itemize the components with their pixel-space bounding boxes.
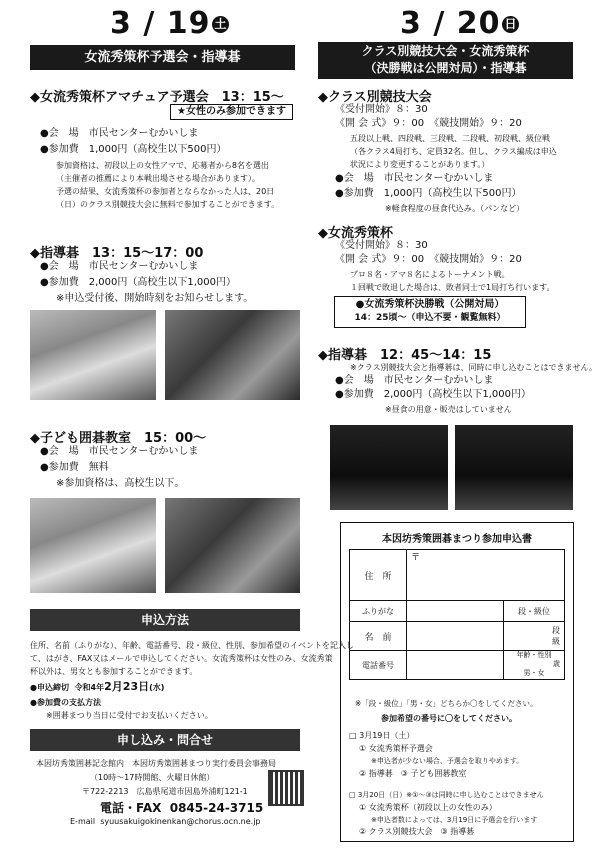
form-d2-2[interactable]: ② クラス別競技大会 ③ 指導碁 (359, 827, 475, 836)
contact-email[interactable]: E-mail syuusakuigokinenkan@chorus.ocn.ne.jp (70, 817, 261, 826)
form-d2-1-note: ※申込者数によっては、3月19日に予選会を行います (371, 816, 538, 824)
label-phone: 電話番号 (350, 651, 407, 680)
deadline: ●申込締切 令和4年2月23日(水) (30, 680, 165, 693)
photo-shidou-players (165, 310, 300, 400)
class-desc-2: （各クラス4局打ち、定員32名。但し、クラス編成は申込 (350, 147, 557, 156)
contact-band: 申し込み・問合せ (30, 729, 300, 751)
amateur-venue: ●会 場 市民センターむかいしま (40, 128, 199, 139)
kids-note: ※参加資格は、高校生以下。 (56, 478, 185, 489)
class-desc-3: 状況により変更することがあります。） (350, 160, 490, 169)
final-line-1: ●女流秀策杯決勝戦（公開対局） (355, 299, 505, 310)
age-sex-field[interactable]: 年齢・性別 歳 男・女 (504, 651, 565, 680)
label-dan: 段・級位 (504, 601, 565, 622)
apply-body-3: 杯以外は、男女とも参加することができます。 (30, 667, 198, 676)
amateur-desc-1: 参加資格は、初段以上の女性アマで、応募者から8名を選出 (56, 161, 269, 170)
class-title: ◆クラス別競技大会 (318, 90, 432, 105)
pay-label: ●参加費の支払方法 (30, 698, 101, 707)
amateur-fee: ●参加費 1,000円（高校生以下500円） (40, 144, 227, 155)
contact-hours: （10時～17時開館、火曜日休館） (90, 773, 215, 782)
shidou1-venue: ●会 場 市民センターむかいしま (40, 261, 199, 272)
application-form (340, 522, 574, 842)
amateur-desc-3: 予選の結果、女流秀策杯の参加者とならなかった人は、20日 (56, 187, 275, 196)
joryu-line-1: 《受付開始》８：30 (335, 240, 428, 251)
photo-kids-class (30, 498, 156, 593)
form-title: 本因坊秀策囲碁まつり参加申込書 (382, 534, 532, 545)
joryu-line-2: 《開 会 式》９：00 《競技開始》９：20 (335, 254, 522, 265)
final-box (334, 296, 526, 328)
contact-address: 〒722-2213 広島県尾道市因島外浦町121-1 (82, 787, 248, 796)
qr-code-icon[interactable] (270, 772, 302, 804)
apply-body-1: 住所、名前（ふりがな）、年齢、電話番号、段・級位、性別、参加希望のイベントを記入し (30, 641, 354, 650)
shidou2-note-1: ※クラス別競技大会と指導碁は、同時に申し込むことはできません。 (350, 363, 597, 372)
amateur-title: ◆女流秀策杯アマチュア予選会 13：15～ (30, 90, 284, 105)
label-address: 住 所 (350, 550, 407, 601)
photo-final-game (330, 425, 448, 510)
form-request: 参加希望の番号に〇をしてください。 (381, 714, 517, 723)
apply-body-2: て、はがき、FAX又はメールで申込してください。女流秀策杯は女性のみ、女流秀策 (30, 654, 333, 663)
shidou2-fee: ●参加費 2,000円（高校生以下1,000円） (335, 389, 531, 400)
apply-band: 申込方法 (30, 609, 300, 631)
day1-weekday-badge: 土 (214, 17, 228, 31)
address-field[interactable]: 〒 (407, 550, 565, 601)
day2-banner: クラス別競技大会・女流秀策杯 （決勝戦は公開対局）・指導碁 (318, 42, 573, 79)
photo-shidou-hall (30, 310, 156, 400)
form-d1-2[interactable]: ② 指導碁 ③ 子ども囲碁教室 (359, 769, 467, 778)
class-venue: ●会 場 市民センターむかいしま (335, 173, 494, 184)
class-line-2: 《開 会 式》９：00 《競技開始》９：20 (335, 118, 522, 129)
label-furigana: ふりがな (350, 601, 407, 622)
form-note: ※「段・級位」「男・女」どちらか〇をしてください。 (355, 699, 538, 708)
form-d1-1[interactable]: ① 女流秀策杯予選会 (359, 744, 433, 753)
shidou1-title: ◆指導碁 13：15～17：00 (30, 246, 204, 261)
photo-kids-game (165, 498, 300, 593)
day2-weekday-badge: 日 (504, 17, 518, 31)
form-d2[interactable]: □ 3月20日（日）※①～③は同時に申し込むことはできません (349, 791, 544, 799)
form-d2-1[interactable]: ① 女流秀策杯（初段以上の女性のみ） (359, 803, 497, 812)
day1-banner: 女流秀策杯予選会・指導碁 (30, 45, 295, 70)
kids-venue: ●会 場 市民センターむかいしま (40, 446, 199, 457)
day1-date: 3 / 19 土 (110, 6, 228, 41)
photo-public-game (455, 425, 573, 510)
shidou2-title: ◆指導碁 12：45～14：15 (318, 348, 492, 363)
joryu-desc-1: プロ８名・アマ８名によるトーナメント戦。 (350, 270, 510, 279)
form-d1[interactable]: □ 3月19日（土） (349, 731, 415, 740)
form-d1-1-note: ※申込者が少ない場合、予選会を取りやめます。 (371, 757, 524, 765)
label-name: 名 前 (350, 622, 407, 651)
kids-fee: ●参加費 無料 (40, 462, 109, 473)
shidou2-note-2: ※昼食の用意・販売はしていません (385, 405, 512, 414)
class-note: ※軽食程度の昼食代込み。（パンなど） (385, 204, 525, 213)
kids-title: ◆子ども囲碁教室 15：00～ (30, 431, 207, 446)
class-fee: ●参加費 1,000円（高校生以下500円） (335, 188, 522, 199)
joryu-title: ◆女流秀策杯 (318, 226, 393, 241)
furigana-field[interactable] (407, 601, 504, 622)
amateur-desc-2: （主催者の推薦により本戦出場させる場合があります）。 (56, 174, 260, 183)
final-line-2: 14：25頃～（申込不要・観覧無料） (354, 313, 506, 323)
phone-field[interactable] (407, 651, 504, 680)
class-line-1: 《受付開始》８：30 (335, 104, 428, 115)
joryu-desc-2: １回戦で敗退した場合は、敗者同士で1局打ち行います。 (350, 283, 555, 292)
contact-org: 本因坊秀策囲碁記念館内 本因坊秀策囲碁まつり実行委員会事務局 (36, 759, 276, 768)
contact-phone: 電話・FAX 0845-24-3715 (100, 801, 264, 815)
name-field[interactable] (407, 622, 504, 651)
day2-date: 3 / 20 日 (400, 6, 518, 41)
amateur-desc-4: （日）のクラス別競技大会に無料で参加することができます。 (56, 200, 280, 209)
shidou1-fee: ●参加費 2,000円（高校生以下1,000円） (40, 277, 236, 288)
pay-note: ※囲碁まつり当日に受付でお支払いください。 (46, 711, 213, 720)
form-table (349, 549, 565, 680)
class-desc-1: 五段以上戦、四段戦、三段戦、二段戦、初段戦、級位戦 (350, 134, 550, 143)
shidou1-note: ※申込受付後、開始時刻をお知らせします。 (56, 293, 254, 304)
women-only-note: ★女性のみ参加できます (170, 104, 293, 120)
dan-field[interactable]: 段 級 (504, 622, 565, 651)
shidou2-venue: ●会 場 市民センターむかいしま (335, 375, 494, 386)
